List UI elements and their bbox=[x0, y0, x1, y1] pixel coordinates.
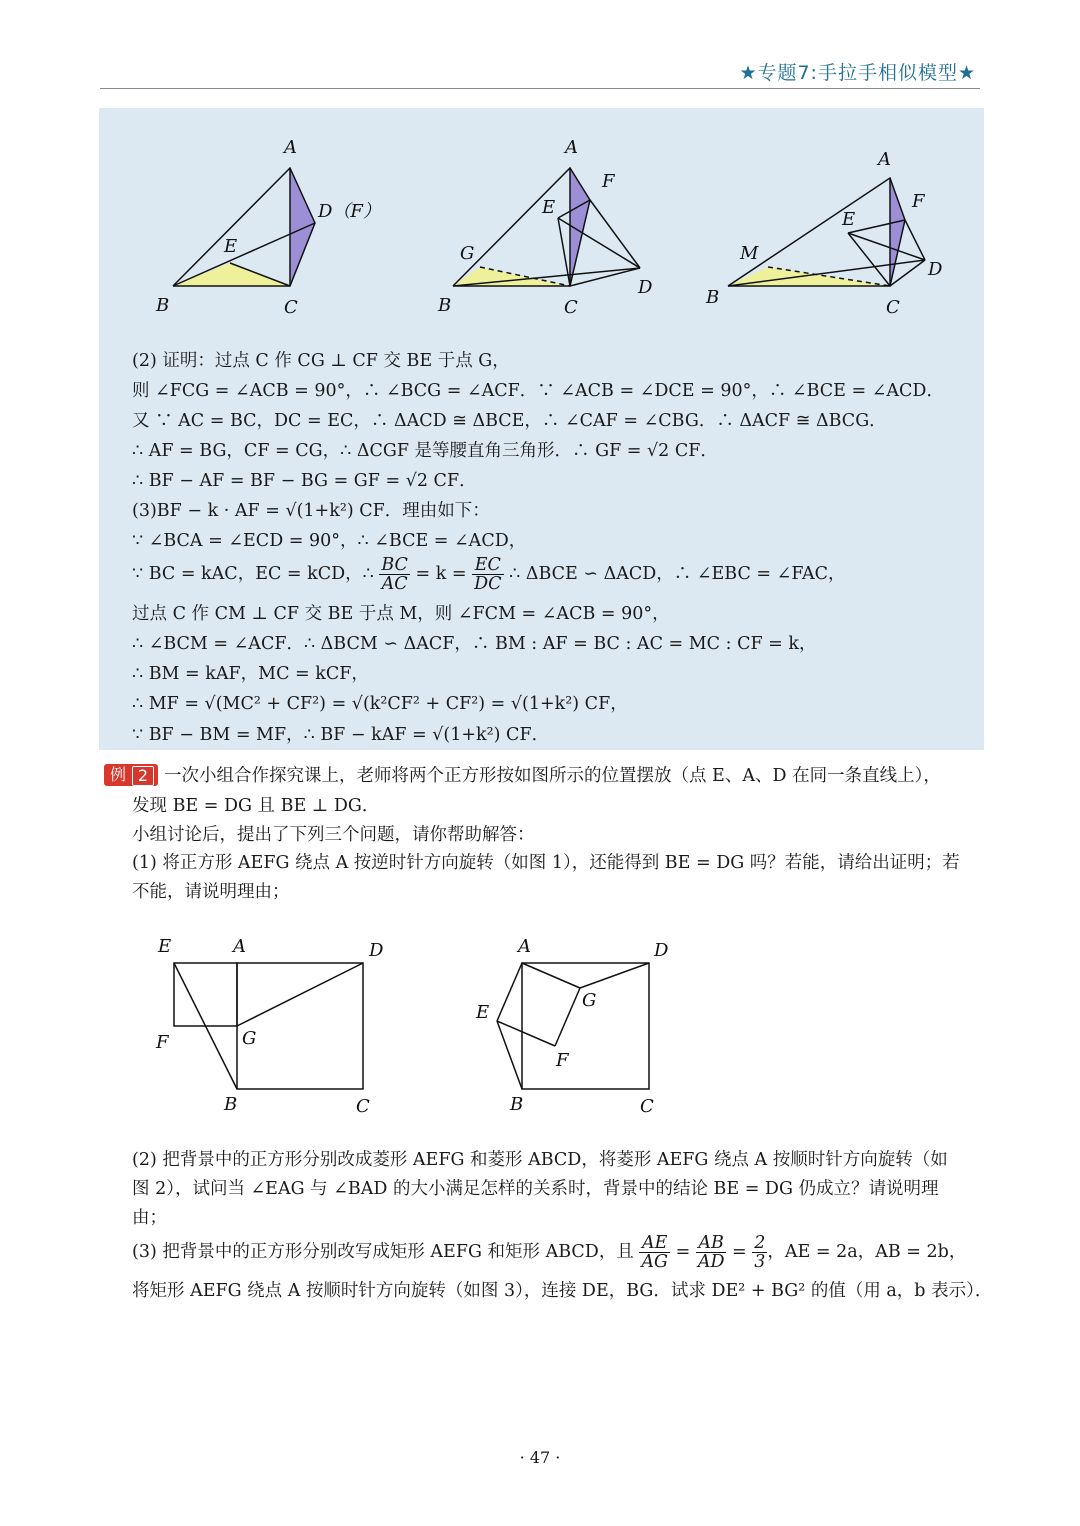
similar-ratio-line bbox=[132, 556, 845, 593]
fraction-ae-ag bbox=[639, 1234, 670, 1271]
label-F: F bbox=[156, 1032, 169, 1053]
top-figure-3 bbox=[700, 145, 960, 325]
fraction-denominator: 3 bbox=[754, 1252, 766, 1272]
label-C: C bbox=[640, 1096, 654, 1117]
label-G: G bbox=[582, 990, 597, 1011]
solution-line: ∵ ∠BCA = ∠ECD = 90°，∴ ∠BCE = ∠ACD， bbox=[132, 531, 527, 551]
solution-line: ∴ AF = BG，CF = CG，∴ ΔCGF 是等腰直角三角形．∴ GF = √2 CF． bbox=[132, 441, 718, 461]
fraction-denominator: DC bbox=[474, 574, 502, 594]
label-G: G bbox=[242, 1028, 257, 1049]
label-F: F bbox=[602, 171, 615, 192]
fraction-denominator: AD bbox=[697, 1252, 725, 1272]
q3-prefix: (3) 把背景中的正方形分别改写成矩形 AEFG 和矩形 ABCD，且 bbox=[132, 1242, 640, 1262]
label-A: A bbox=[284, 137, 297, 158]
question-2-line: 由； bbox=[132, 1208, 167, 1228]
bottom-figure-1 bbox=[150, 930, 400, 1120]
label-A: A bbox=[565, 137, 578, 158]
fraction-denominator: AG bbox=[641, 1252, 669, 1272]
solution-line: (2) 证明：过点 C 作 CG ⊥ CF 交 BE 于点 G， bbox=[132, 351, 510, 371]
label-A: A bbox=[878, 149, 891, 170]
fraction-numerator: 2 bbox=[754, 1233, 766, 1253]
label-B: B bbox=[438, 295, 452, 316]
fraction-numerator: AB bbox=[696, 1234, 727, 1253]
solution-line: ∴ ∠BCM = ∠ACF．∴ ΔBCM ∽ ΔACF，∴ BM : AF = BC : AC = MC : CF = k， bbox=[132, 634, 817, 654]
solution-line: ∵ BF − BM = MF，∴ BF − kAF = √(1+k²) CF． bbox=[132, 725, 550, 745]
fraction-numerator: EC bbox=[472, 556, 503, 575]
ratio-suffix: ∴ ΔBCE ∽ ΔACD，∴ ∠EBC = ∠FAC， bbox=[503, 564, 846, 584]
top-figure-2 bbox=[430, 135, 670, 325]
ratio-mid: = k = bbox=[409, 564, 473, 584]
label-D: D bbox=[928, 259, 943, 280]
fraction-ec-dc bbox=[472, 556, 503, 593]
header-divider bbox=[100, 88, 980, 89]
solution-line: 过点 C 作 CM ⊥ CF 交 BE 于点 M，则 ∠FCM = ∠ACB = 90°， bbox=[132, 604, 670, 624]
label-A: A bbox=[233, 936, 246, 957]
example-badge bbox=[104, 764, 158, 786]
label-B: B bbox=[224, 1094, 238, 1115]
ratio-prefix: ∵ BC = kAC，EC = kCD，∴ bbox=[132, 564, 380, 584]
example-label: 例 bbox=[110, 765, 127, 784]
yellow-triangle bbox=[173, 263, 290, 286]
solution-line: ∴ MF = √(MC² + CF²) = √(k²CF² + CF²) = √(1+k²) CF， bbox=[132, 694, 628, 714]
fraction-numerator: AE bbox=[639, 1234, 670, 1253]
label-D: D bbox=[654, 940, 669, 961]
fraction-numerator: BC bbox=[381, 555, 408, 575]
example-intro-line: 一次小组合作探究课上，老师将两个正方形按如图所示的位置摆放（点 E、A、D 在同一条直线上）， bbox=[164, 766, 941, 786]
label-B: B bbox=[706, 287, 720, 308]
label-F: F bbox=[912, 191, 925, 212]
example-intro-line: 小组讨论后，提出了下列三个问题，请你帮助解答： bbox=[132, 825, 535, 845]
label-B: B bbox=[156, 295, 170, 316]
solution-line: ∴ BF − AF = BF − BG = GF = √2 CF． bbox=[132, 471, 477, 491]
example-number: 2 bbox=[132, 766, 154, 786]
label-C: C bbox=[356, 1096, 370, 1117]
bottom-figure-2 bbox=[470, 930, 690, 1120]
fraction-ab-ad bbox=[696, 1234, 727, 1271]
q3-suffix: ，AE = 2a，AB = 2b， bbox=[767, 1242, 967, 1262]
label-D: D bbox=[638, 277, 653, 298]
question-1-line: (1) 将正方形 AEFG 绕点 A 按逆时针方向旋转（如图 1），还能得到 BE = DG 吗？若能，请给出证明；若 bbox=[132, 853, 960, 873]
example-intro-line: 发现 BE = DG 且 BE ⊥ DG． bbox=[132, 796, 380, 816]
fraction-denominator: AC bbox=[381, 574, 408, 594]
label-D: D bbox=[369, 940, 384, 961]
label-E: E bbox=[224, 236, 238, 257]
solution-line: (3)BF − k · AF = √(1+k²) CF．理由如下： bbox=[132, 501, 490, 521]
label-M: M bbox=[740, 243, 759, 264]
label-E: E bbox=[842, 209, 856, 230]
page-header-title: ★专题7:手拉手相似模型★ bbox=[739, 62, 976, 84]
label-E: E bbox=[476, 1002, 490, 1023]
solution-line: 又 ∵ AC = BC，DC = EC，∴ ΔACD ≅ ΔBCE，∴ ∠CAF = ∠CBG．∴ ΔACF ≅ ΔBCG． bbox=[132, 411, 887, 431]
label-A: A bbox=[518, 936, 531, 957]
solution-line: ∴ BM = kAF，MC = kCF， bbox=[132, 664, 369, 684]
label-G: G bbox=[460, 243, 475, 264]
label-C: C bbox=[886, 297, 900, 318]
label-C: C bbox=[284, 297, 298, 318]
solution-line: 则 ∠FCG = ∠ACB = 90°，∴ ∠BCG = ∠ACF．∵ ∠ACB = ∠DCE = 90°，∴ ∠BCE = ∠ACD． bbox=[132, 381, 944, 401]
fraction-two-thirds bbox=[752, 1234, 767, 1271]
fraction-bc-ac bbox=[379, 556, 410, 593]
label-D-F: D（F） bbox=[318, 201, 381, 222]
question-3-line: 将矩形 AEFG 绕点 A 按顺时针方向旋转（如图 3），连接 DE，BG．试求 DE² + BG² 的值（用 a，b 表示）． bbox=[132, 1281, 993, 1301]
purple-triangle bbox=[290, 168, 315, 286]
label-F: F bbox=[556, 1050, 569, 1071]
question-1-line: 不能，请说明理由； bbox=[132, 882, 290, 902]
top-figure-1 bbox=[150, 135, 390, 325]
question-2-line: 图 2），试问当 ∠EAG 与 ∠BAD 的大小满足怎样的关系时，背景中的结论 BE = DG 仍成立？请说明理 bbox=[132, 1179, 939, 1199]
label-B: B bbox=[510, 1094, 524, 1115]
page-number: · 47 · bbox=[519, 1448, 561, 1467]
label-E: E bbox=[158, 936, 172, 957]
label-E: E bbox=[542, 197, 556, 218]
question-3-line: (3) 把背景中的正方形分别改写成矩形 AEFG 和矩形 ABCD，且 $\frac{AE}{AG}$ = $\frac{AB}{AD}$ = $\frac{2}{3}$ ，AE = 2a，AB = 2b， bbox=[132, 1233, 967, 1272]
label-C: C bbox=[564, 297, 578, 318]
question-2-line: (2) 把背景中的正方形分别改成菱形 AEFG 和菱形 ABCD，将菱形 AEFG 绕点 A 按顺时针方向旋转（如 bbox=[132, 1150, 948, 1170]
